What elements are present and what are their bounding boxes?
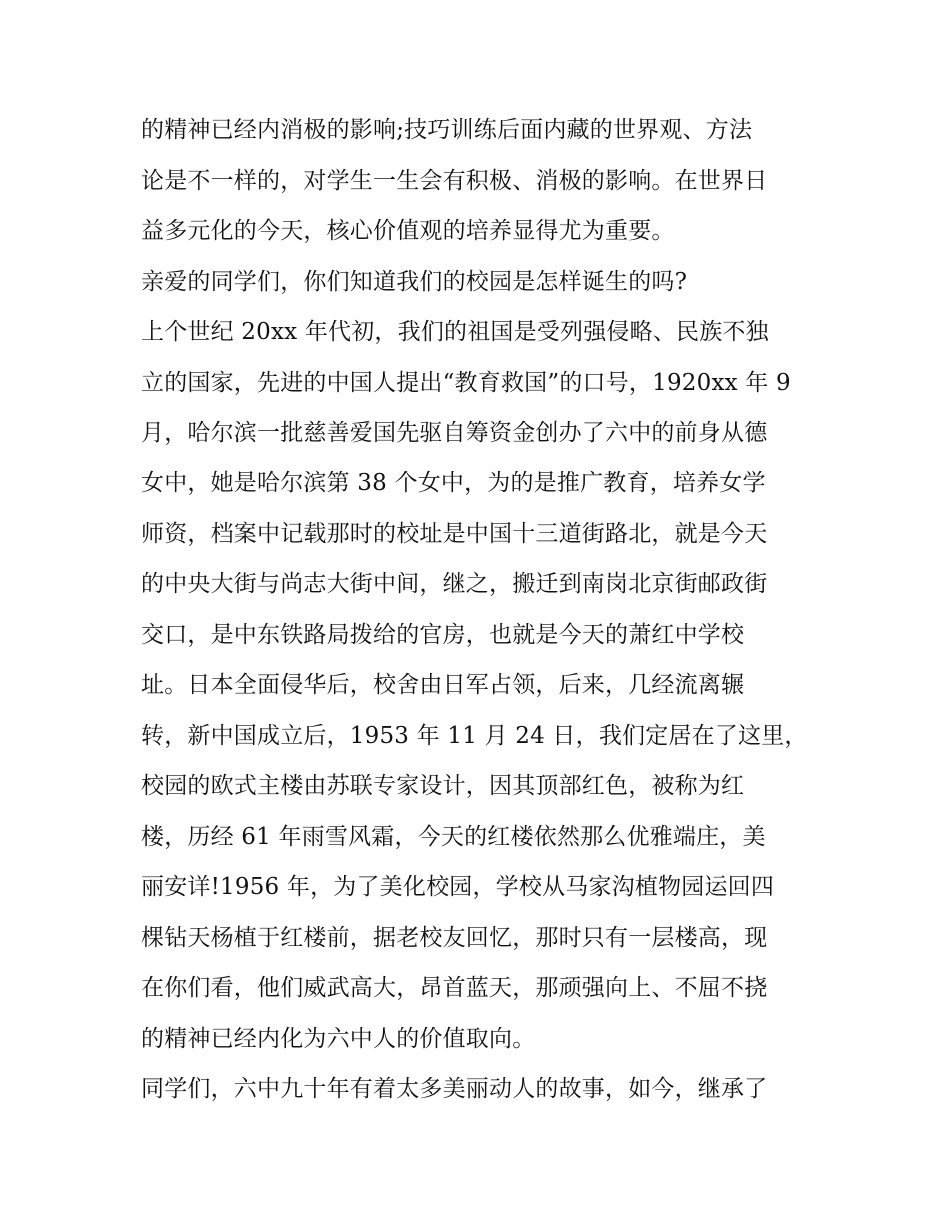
text-line: 立的国家，先进的中国人提出“教育救国”的口号，1920xx 年 9	[141, 370, 791, 396]
text-line: 转，新中国成立后，1953 年 11 月 24 日，我们定居在了这里，	[141, 723, 808, 749]
text-line: 在你们看，他们威武高大，昂首蓝天，那顽强向上、不屈不挠	[141, 975, 768, 1001]
text-line: 的精神已经内化为六中人的价值取向。	[141, 1026, 536, 1052]
text-line: 的中央大街与尚志大街中间，继之，搬迁到南岗北京街邮政街	[141, 571, 768, 597]
text-line: 论是不一样的，对学生一生会有积极、消极的影响。在世界日	[141, 168, 768, 194]
text-line: 丽安详!1956 年，为了美化校园，学校从马家沟植物园运回四	[141, 874, 775, 900]
text-line: 址。日本全面侵华后，校舍由日军占领，后来，几经流离辗	[141, 672, 745, 698]
text-line: 的精神已经内消极的影响;技巧训练后面内藏的世界观、方法	[141, 117, 753, 143]
text-line: 女中，她是哈尔滨第 38 个女中，为的是推广教育，培养女学	[141, 470, 766, 496]
text-line: 师资，档案中记载那时的校址是中国十三道街路北，就是今天	[141, 521, 768, 547]
text-line: 交口，是中东铁路局拨给的官房，也就是今天的萧红中学校	[141, 622, 745, 648]
text-line: 上个世纪 20xx 年代初，我们的祖国是受列强侵略、民族不独	[141, 319, 769, 345]
text-line: 亲爱的同学们，你们知道我们的校园是怎样诞生的吗?	[141, 269, 688, 295]
text-line: 同学们，六中九十年有着太多美丽动人的故事，如今，继承了	[141, 1076, 768, 1102]
text-line: 棵钻天杨植于红楼前，据老校友回忆，那时只有一层楼高，现	[141, 925, 768, 951]
text-line: 校园的欧式主楼由苏联专家设计，因其顶部红色，被称为红	[141, 773, 745, 799]
text-line: 月，哈尔滨一批慈善爱国先驱自筹资金创办了六中的前身从德	[141, 420, 768, 446]
text-line: 楼，历经 61 年雨雪风霜，今天的红楼依然那么优雅端庄，美	[141, 824, 766, 850]
text-line: 益多元化的今天，核心价值观的培养显得尤为重要。	[141, 218, 675, 244]
